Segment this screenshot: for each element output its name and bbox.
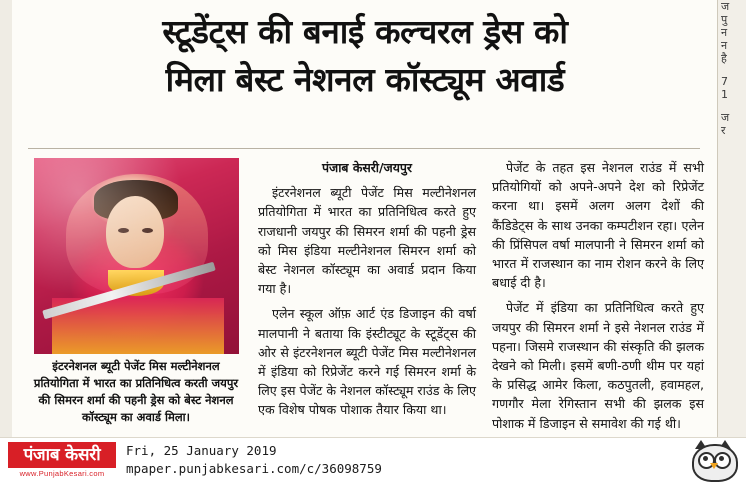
paragraph: एलेन स्कूल ऑफ़ आर्ट एंड डिजाइन की वर्षा मालपानी ने बताया कि इंस्टीट्यूट के स्टूडेंट्स की ओर से इंटरनेशनल ब्यूटी पेजेंट मिस मल्टीनेशनल में इंडिया को रिप्रेजेंट करने गई सिमरन शर्मा के लिए इस पेजेंट के नेशनल कॉस्ट्यूम राउंड के लिए एक विशेष पोषक पोशाक तैयार किया था।: [258, 306, 476, 418]
edge-text: है: [721, 52, 727, 65]
headline-line-2: मिला बेस्ट नेशनल कॉस्ट्यूम अवार्ड: [165, 60, 565, 99]
edge-text: 1: [721, 88, 728, 101]
logo-website: www.PunjabKesari.com: [19, 469, 105, 478]
edge-gap: [718, 65, 746, 75]
edge-text: ज: [721, 111, 730, 124]
headline-line-1: स्टूडेंट्स की बनाई कल्चरल ड्रेस को: [162, 12, 568, 51]
owl-icon: [690, 440, 736, 480]
owl-beak: [710, 463, 718, 469]
byline: पंजाब केसरी/जयपुर: [321, 160, 412, 175]
source-url[interactable]: mpaper.punjabkesari.com/c/36098759: [126, 461, 382, 476]
edge-text: न: [721, 26, 728, 39]
edge-text: न: [721, 39, 728, 52]
paragraph: इंटरनेशनल ब्यूटी पेजेंट मिस मल्टीनेशनल प्रतियोगिता में भारत का प्रतिनिधित्व करते हुए राजधानी जयपुर की सिमरन शर्मा की पहनी ड्रेस को मिस इंडिया मल्टीनेशनल सिमरन शर्मा को बेस्ट नेशनल कॉस्ट्यूम का अवार्ड प्रदान किया गया है।: [258, 185, 476, 297]
edge-text: पु: [721, 13, 728, 26]
paragraph: पेजेंट में इंडिया का प्रतिनिधित्व करते हुए जयपुर की सिमरन शर्मा ने इसे नेशनल राउंड में पहना। जिसमे राजस्थान की संस्कृति की झलक देखने को मिली। इसमें बणी-ठणी थीम पर यहां के प्रसिद्ध आमेर किला, कठपुतली, हवामहल, गणगौर मेला रेगिस्तान सभी की झलक इस पोशाक में डिजाइन से समावेश की गई थी।: [492, 300, 704, 431]
logo-title: पंजाब केसरी: [8, 442, 116, 468]
page-title: [30, 8, 700, 104]
article-column-2: [258, 158, 476, 426]
right-page-edge: [717, 0, 746, 437]
edge-gap: [718, 101, 746, 111]
edge-text: र: [721, 124, 726, 137]
owl-pupil-right: [719, 456, 724, 461]
edge-text: ज: [721, 0, 730, 13]
headline-divider: [28, 148, 700, 149]
article-clipping: [12, 0, 718, 437]
photo-image: [34, 158, 239, 354]
article-column-3: [492, 158, 704, 437]
article-photo: [34, 158, 239, 354]
owl-pupil-left: [703, 456, 708, 461]
photo-caption: इंटरनेशनल ब्यूटी पेजेंट मिस मल्टीनेशनल प्रतियोगिता में भारत का प्रतिनिधित्व करती जयपुर की सिमरन शर्मा की पहनी ड्रेस को बेस्ट नेशनल कॉस्ट्यूम का अवार्ड मिला।: [33, 359, 239, 424]
publication-logo: [8, 442, 116, 478]
publication-date: Fri, 25 January 2019: [126, 443, 277, 458]
edge-text: 7: [721, 75, 728, 88]
photo-highlight: [34, 158, 239, 354]
paragraph: पेजेंट के तहत इस नेशनल राउंड में सभी प्रतियोगियों को अपने-अपने देश को रिप्रेजेंट करना था। इसमें अलग अलग देशों की कैंडिडेट्स के साथ उनका कम्पटीशन रहा। एलेन की प्रिंसिपल वर्षा मालपानी ने सिमरन शर्मा को भारत में राजस्थान का नाम रोशन करने के लिए बधाई दी है।: [492, 160, 704, 291]
